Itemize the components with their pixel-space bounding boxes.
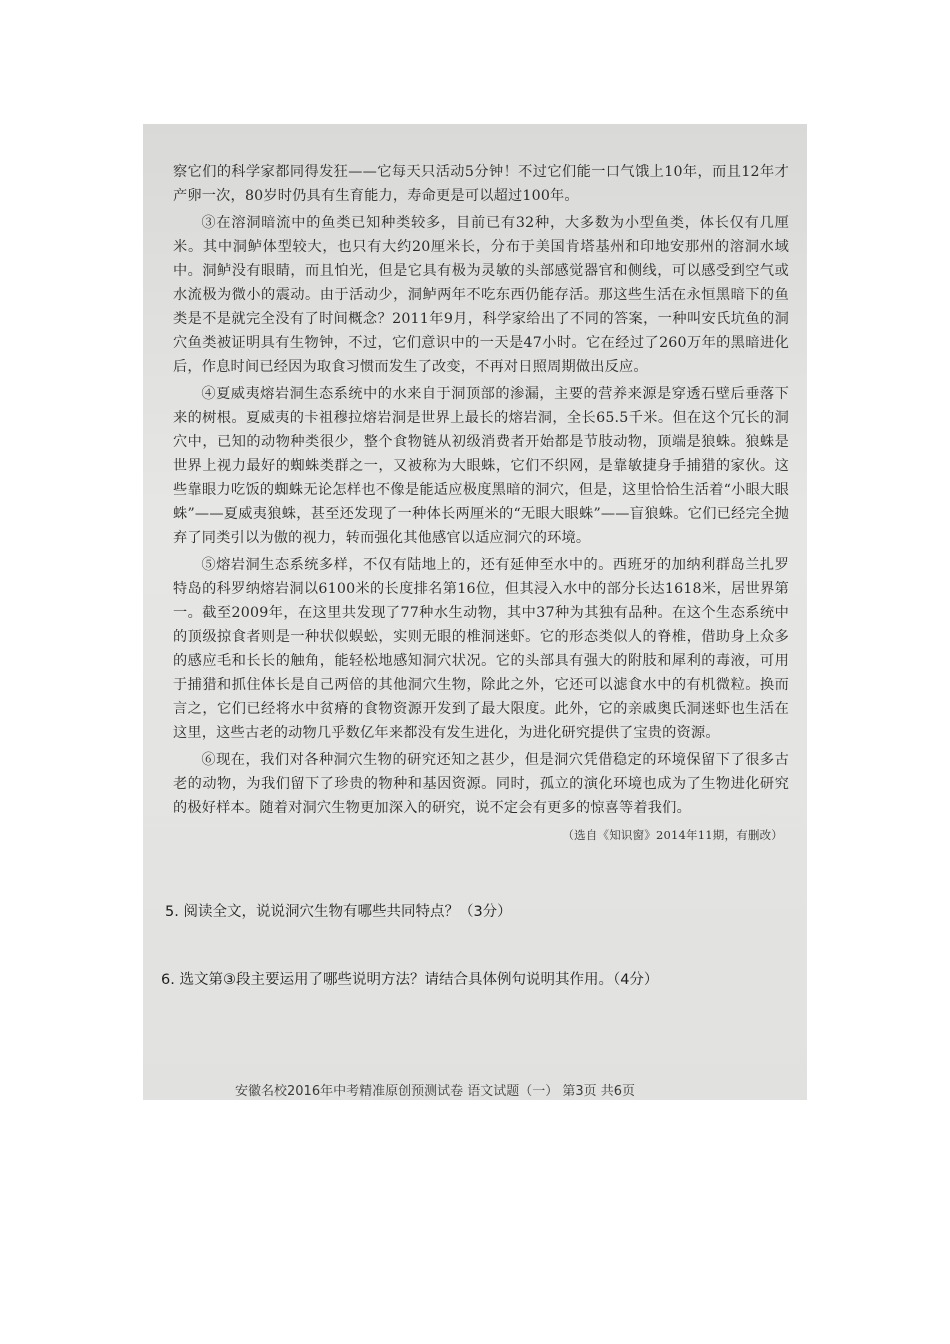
article-source: （选自《知识窗》2014年11期，有删改） bbox=[562, 828, 783, 842]
paragraph-3: ③在溶洞暗流中的鱼类已知种类较多，目前已有32种，大多数为小型鱼类，体长仅有几厘米。其中洞鲈体型较大，也只有大约20厘米长，分布于美国肯塔基州和印地安那州的溶洞水域中。洞鲈没有眼睛，而且怕光，但是它具有极为灵敏的头部感觉器官和侧线，可以感受到空气或水流极为微小的震动。由于活动少，洞鲈两年不吃东西仍能存活。那这些生活在永恒黑暗下的鱼类是不是就完全没有了时间概念？2011年9月，科学家给出了不同的答案，一种叫安氏坑鱼的洞穴鱼类被证明具有生物钟，不过，它们意识中的一天是47小时。它在经过了260万年的黑暗进化后，作息时间已经因为取食习惯而发生了改变，不再对日照周期做出反应。 bbox=[173, 215, 789, 375]
paragraph-6: ⑥现在，我们对各种洞穴生物的研究还知之甚少，但是洞穴凭借稳定的环境保留下了很多古老的动物，为我们留下了珍贵的物种和基因资源。同时，孤立的演化环境也成为了生物进化研究的极好样本。随着对洞穴生物更加深入的研究，说不定会有更多的惊喜等着我们。 bbox=[173, 752, 789, 816]
page-footer: 安徽名校2016年中考精准原创预测试卷 语文试题（一） 第3页 共6页 bbox=[235, 1084, 636, 1099]
article-body bbox=[173, 160, 789, 853]
paragraph-continuation: 察它们的科学家都同得发狂——它每天只活动5分钟！不过它们能一口气饿上10年，而且12年才产卵一次，80岁时仍具有生育能力，寿命更是可以超过100年。 bbox=[173, 164, 789, 204]
question-5: 5. 阅读全文，说说洞穴生物有哪些共同特点？（3分） bbox=[165, 904, 512, 920]
paragraph-4: ④夏威夷熔岩洞生态系统中的水来自于洞顶部的渗漏，主要的营养来源是穿透石壁后垂落下来的树根。夏威夷的卡祖穆拉熔岩洞是世界上最长的熔岩洞，全长65.5千米。但在这个冗长的洞穴中，已知的动物种类很少，整个食物链从初级消费者开始都是节肢动物，顶端是狼蛛。狼蛛是世界上视力最好的蜘蛛类群之一，又被称为大眼蛛，它们不织网，是靠敏捷身手捕猎的家伙。这些靠眼力吃饭的蜘蛛无论怎样也不像是能适应极度黑暗的洞穴，但是，这里恰恰生活着“小眼大眼蛛”——夏威夷狼蛛，甚至还发现了一种体长两厘米的“无眼大眼蛛”——盲狼蛛。它们已经完全抛弃了同类引以为傲的视力，转而强化其他感官以适应洞穴的环境。 bbox=[173, 386, 789, 546]
question-6: 6. 选文第③段主要运用了哪些说明方法？请结合具体例句说明其作用。（4分） bbox=[161, 972, 659, 988]
scanned-page bbox=[143, 124, 807, 1100]
paragraph-5: ⑤熔岩洞生态系统多样，不仅有陆地上的，还有延伸至水中的。西班牙的加纳利群岛兰扎罗特岛的科罗纳熔岩洞以6100米的长度排名第16位，但其浸入水中的部分长达1618米，居世界第一。截至2009年，在这里共发现了77种水生动物，其中37种为其独有品种。在这个生态系统中的顶级掠食者则是一种状似蜈蚣，实则无眼的椎洞迷虾。它的形态类似人的脊椎，借助身上众多的感应毛和长长的触角，能轻松地感知洞穴状况。它的头部具有强大的附肢和犀利的毒液，可用于捕猎和抓住体长是自己两倍的其他洞穴生物，除此之外，它还可以滤食水中的有机微粒。换而言之，它们已经将水中贫瘠的食物资源开发到了最大限度。此外，它的亲戚奥氏洞迷虾也生活在这里，这些古老的动物几乎数亿年来都没有发生进化，为进化研究提供了宝贵的资源。 bbox=[173, 557, 789, 741]
